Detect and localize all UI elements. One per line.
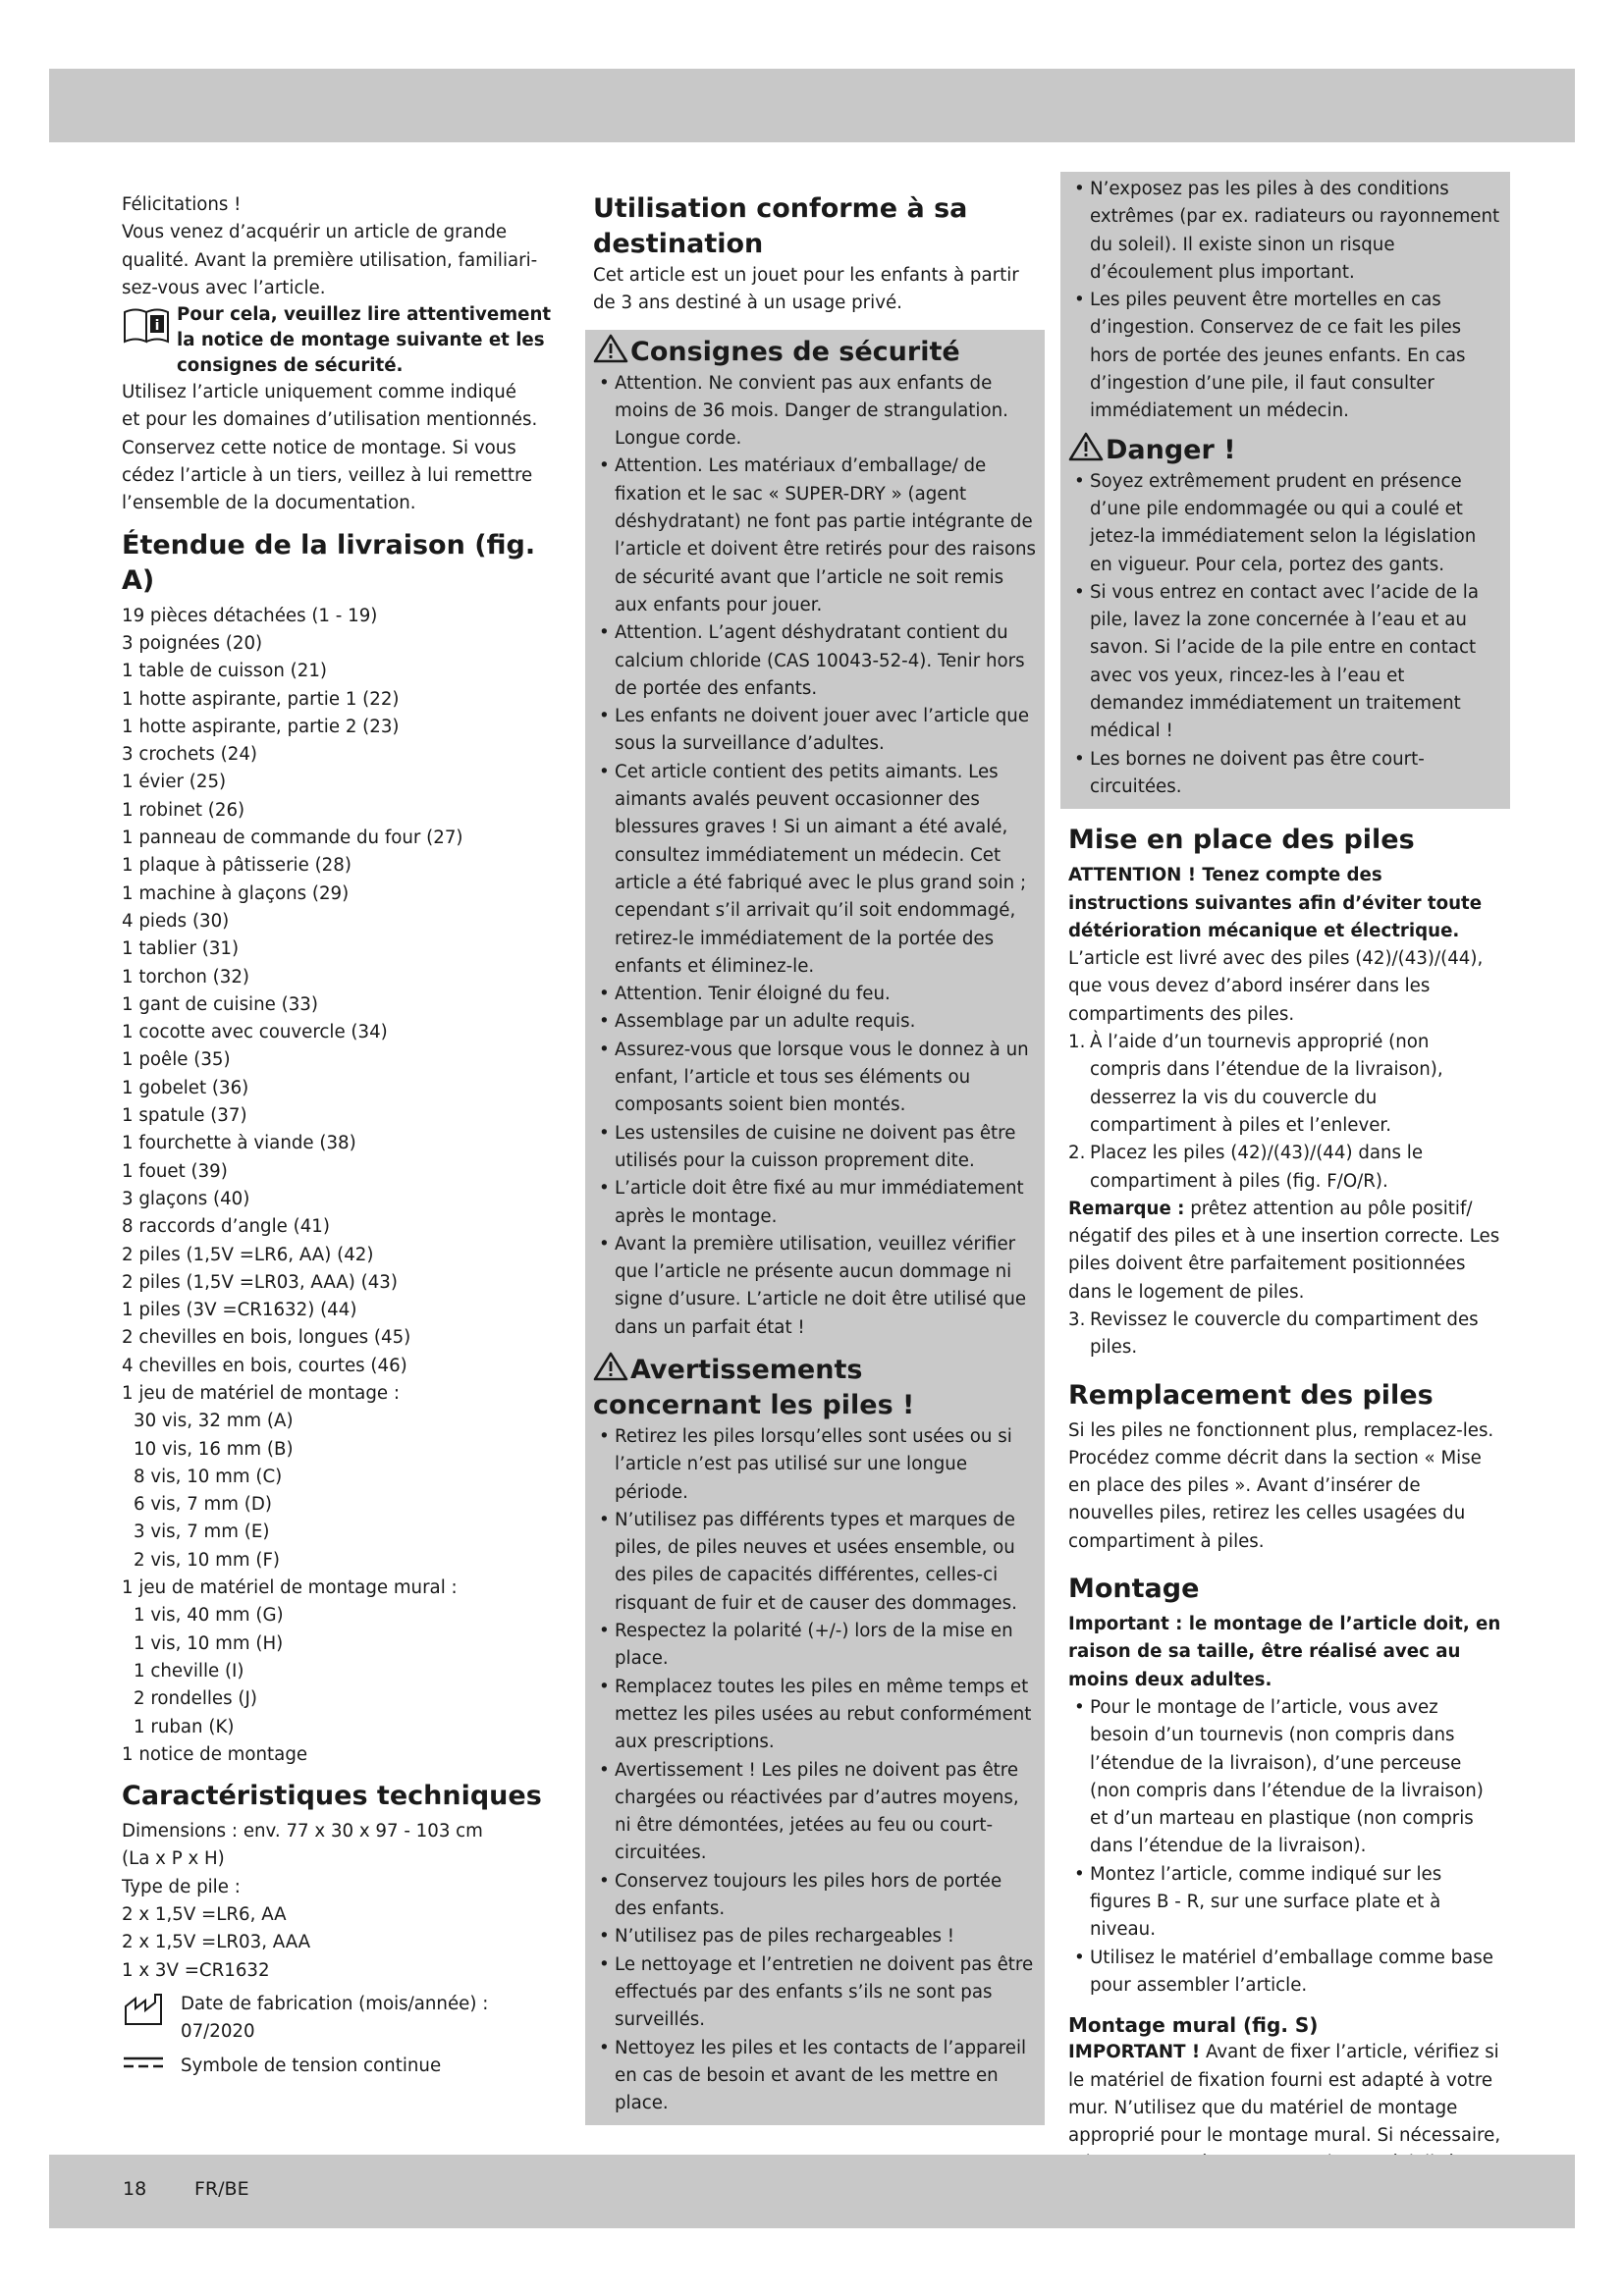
- insert-text: L’article est livré avec des piles (42)/(43)/(44), que vous devez d’abord insérer dans les compartiments des piles.: [1068, 948, 1484, 1025]
- battery-warning-item: • Respectez la polarité (+/-) lors de la mise en place.: [593, 1618, 1037, 1674]
- safety-box: [585, 330, 1045, 2126]
- step-item: 1. À l’aide d’un tournevis approprié (non compris dans l’étendue de la livraison), desserrez la vis du couvercle du compartiment à piles et l’enlever.: [1068, 1032, 1443, 1136]
- intro-line: Vous venez d’acquérir un article de grande: [122, 222, 508, 243]
- scope-item: 1 panneau de commande du four (27): [122, 828, 463, 849]
- assembly-item: • Pour le montage de l’article, vous avez besoin d’un tournevis (non compris dans l’étendue de la livraison), d’une perceuse (non compris dans l’étendue de la livraison) et d’un marteau en plastique (non compris dans l’étendue de la livraison).: [1068, 1694, 1502, 1861]
- manufacture-date-value: 07/2020: [181, 2021, 255, 2043]
- page-number: 18: [123, 2178, 147, 2200]
- mount-item: 30 vis, 32 mm (A): [134, 1411, 294, 1432]
- battery-warning-item: • N’exposez pas les piles à des conditions extrêmes (par ex. radiateurs ou rayonnement du soleil). Il existe sinon un risque d’écoulement plus important.: [1068, 176, 1502, 287]
- usage-line: Conservez cette notice de montage. Si vous: [122, 437, 516, 458]
- intro-line: Félicitations !: [122, 194, 242, 215]
- scope-item: 1 tablier (31): [122, 938, 240, 960]
- tech-line: 2 x 1,5V =LR6, AA: [122, 1904, 287, 1926]
- battery-warning-item: • Le nettoyage et l’entretien ne doivent pas être effectués par des enfants s’ils ne sont pas surveillés.: [593, 1951, 1037, 2035]
- safety-item: • Attention. L’agent déshydratant contient du calcium chloride (CAS 10043-52-4). Tenir hors de portée des enfants.: [593, 619, 1037, 703]
- battery-warning-item: • Les piles peuvent être mortelles en cas d’ingestion. Conservez de ce fait les piles hors de portée des jeunes enfants. En cas d’ingestion d’une pile, il faut consulter immédiatement un médecin.: [1068, 287, 1502, 425]
- safety-item: • Assurez-vous que lorsque vous le donnez à un enfant, l’article et tous ses éléments ou composants soient bien montés.: [593, 1037, 1037, 1120]
- column-right: [1068, 179, 1502, 2178]
- mount-item: 10 vis, 16 mm (B): [134, 1438, 294, 1460]
- safety-item: • Attention. Les matériaux d’emballage/ de fixation et le sac « SUPER-DRY » (agent déshydratant) ne font pas partie intégrante de l’article et doivent être retirés pour des raisons de sécurité avant que l’article ne soit remis aux enfants pour jouer.: [593, 453, 1037, 619]
- warning-icon: [593, 1352, 628, 1381]
- scope-item: 1 gant de cuisine (33): [122, 993, 318, 1015]
- insert-steps: [1068, 1029, 1502, 1196]
- safety-heading-text: Consignes de sécurité: [630, 336, 960, 367]
- safety-item: • Cet article contient des petits aimants. Les aimants avalés peuvent occasionner des blessures graves ! Si un aimant a été avalé, consultez immédiatement un médecin. Cet article a été fabriqué avec le plus grand soin ; cependant s’il arrivait qu’il soit endommagé, retirez-le immédiatement de la portée des enfants et éliminez-le.: [593, 759, 1037, 981]
- remark-text: prêtez attention au pôle positif/ négatif des piles et à une insertion correcte. Les piles doivent être parfaitement positionnées dans le logement de piles.: [1068, 1198, 1500, 1303]
- tech-line: (La x P x H): [122, 1848, 225, 1870]
- scope-item: 1 jeu de matériel de montage :: [122, 1382, 400, 1404]
- dc-voltage-icon: [122, 2053, 181, 2081]
- scope-item: 1 gobelet (36): [122, 1077, 249, 1098]
- battery-warning-list: [593, 1423, 1037, 2117]
- scope-item: 1 fourchette à viande (38): [122, 1133, 356, 1154]
- warning-icon: [1068, 432, 1104, 461]
- battery-warning-item: • Nettoyez les piles et les contacts de l’appareil en cas de besoin et avant de les mettre en place.: [593, 2035, 1037, 2118]
- scope-item: 2 piles (1,5V =LR03, AAA) (43): [122, 1271, 398, 1293]
- wall-kit-list: [122, 1602, 554, 1740]
- danger-heading-text: Danger !: [1106, 434, 1236, 465]
- battery-warning-heading: [593, 1352, 1037, 1423]
- scope-item: 1 hotte aspirante, partie 2 (23): [122, 716, 400, 737]
- safety-item: • Les enfants ne doivent jouer avec l’article que sous la surveillance d’adultes.: [593, 703, 1037, 759]
- svg-text:i: i: [154, 318, 160, 335]
- read-manual-text: Pour cela, veuillez lire attentivement la notice de montage suivante et les consignes de sécurité.: [177, 304, 552, 377]
- tech-line: 2 x 1,5V =LR03, AAA: [122, 1932, 311, 1953]
- tech-line: Dimensions : env. 77 x 30 x 97 - 103 cm: [122, 1821, 483, 1842]
- assembly-heading: Montage: [1068, 1574, 1200, 1605]
- intended-use-line: de 3 ans destiné à un usage privé.: [593, 293, 902, 314]
- usage-line: l’ensemble de la documentation.: [122, 493, 416, 514]
- battery-warning-item: • N’utilisez pas de piles rechargeables !: [593, 1923, 1037, 1950]
- warning-icon: [593, 334, 628, 363]
- step-item: 2. Placez les piles (42)/(43)/(44) dans le compartiment à piles (fig. F/O/R).: [1068, 1143, 1424, 1192]
- battery-warning-box-continued: [1060, 172, 1510, 809]
- mount-item: 3 vis, 7 mm (E): [134, 1522, 270, 1543]
- wall-kit-item: 1 cheville (I): [134, 1660, 244, 1682]
- scope-item: 2 piles (1,5V =LR6, AA) (42): [122, 1244, 374, 1265]
- assembly-item: • Montez l’article, comme indiqué sur les figures B - R, sur une surface plate et à niveau.: [1068, 1861, 1502, 1945]
- usage-line: et pour les domaines d’utilisation mentionnés.: [122, 409, 538, 431]
- intended-use-heading: Utilisation conforme à sa destination: [593, 193, 968, 259]
- mount-item: 6 vis, 7 mm (D): [134, 1494, 272, 1516]
- mount-list: [122, 1408, 554, 1575]
- scope-item: 1 fouet (39): [122, 1160, 228, 1182]
- battery-warning-item: • N’utilisez pas différents types et marques de piles, de piles neuves et usées ensemble, ou des piles de capacités différentes, celles-ci risquant de fuir et de causer des dommages.: [593, 1507, 1037, 1618]
- battery-warning-heading-text: Avertissements concernant les piles !: [593, 1354, 915, 1420]
- danger-item: • Les bornes ne doivent pas être court-circuitées.: [1068, 746, 1502, 802]
- scope-item: 4 chevilles en bois, courtes (46): [122, 1355, 407, 1376]
- intro-line: qualité. Avant la première utilisation, familiari-: [122, 249, 538, 271]
- replace-batteries-heading: Remplacement des piles: [1068, 1379, 1434, 1411]
- mount-item: 2 vis, 10 mm (F): [134, 1549, 280, 1571]
- remark-label: Remarque :: [1068, 1198, 1185, 1219]
- scope-item: 1 robinet (26): [122, 799, 245, 821]
- scope-item: 1 poêle (35): [122, 1049, 231, 1071]
- tech-heading: Caractéristiques techniques: [122, 1781, 542, 1812]
- scope-heading: Étendue de la livraison (fig. A): [122, 529, 536, 596]
- scope-item: 2 chevilles en bois, longues (45): [122, 1327, 411, 1349]
- scope-item: 19 pièces détachées (1 - 19): [122, 605, 378, 626]
- intended-use-line: Cet article est un jouet pour les enfants à partir: [593, 265, 1019, 286]
- column-left: [122, 191, 554, 2081]
- scope-item: 1 évier (25): [122, 772, 227, 793]
- wall-kit-title: 1 jeu de matériel de montage mural :: [122, 1577, 458, 1599]
- assembly-important: Important : le montage de l’article doit, en raison de sa taille, être réalisé avec au moins deux adultes.: [1068, 1614, 1501, 1690]
- danger-item: • Si vous entrez en contact avec l’acide de la pile, lavez la zone concernée à l’eau et au savon. Si l’acide de la pile entre en contact avec vos yeux, rincez-les à l’eau et demandez immédiatement un traitement médical !: [1068, 579, 1502, 746]
- safety-heading: [593, 334, 1037, 370]
- locale-code: FR/BE: [194, 2178, 249, 2200]
- tech-list: [122, 1818, 554, 1985]
- battery-warning-item: • Avertissement ! Les piles ne doivent pas être chargées ou réactivées par d’autres moyens, ni être démontées, jetées au feu ou court-circuitées.: [593, 1757, 1037, 1868]
- step-item: 3. Revissez le couvercle du compartiment des piles.: [1068, 1308, 1479, 1359]
- scope-item: 3 crochets (24): [122, 744, 257, 766]
- column-middle: [593, 191, 1037, 2125]
- scope-list: [122, 603, 554, 1409]
- factory-icon: [122, 1991, 181, 2037]
- usage-line: Utilisez l’article uniquement comme indiqué: [122, 382, 516, 403]
- scope-item: 3 glaçons (40): [122, 1188, 250, 1209]
- read-manual-icon: [122, 302, 177, 354]
- safety-list: [593, 370, 1037, 1342]
- read-manual-note: [122, 302, 554, 379]
- scope-item: 1 torchon (32): [122, 966, 249, 988]
- manufacture-date-label: Date de fabrication (mois/année) :: [181, 1993, 489, 2014]
- scope-item: 1 table de cuisson (21): [122, 661, 328, 682]
- battery-warning-item: • Remplacez toutes les piles en même temps et mettez les piles usées au rebut conformément aux prescriptions.: [593, 1674, 1037, 1757]
- battery-warning-item: • Conservez toujours les piles hors de portée des enfants.: [593, 1868, 1037, 1924]
- replace-text: Si les piles ne fonctionnent plus, remplacez-les. Procédez comme décrit dans la section « Mise en place des piles ». Avant d’insérer de nouvelles piles, retirez les celles usagées du compartiment à piles.: [1068, 1419, 1494, 1552]
- header-bar: [49, 69, 1575, 142]
- scope-item: 1 spatule (37): [122, 1105, 247, 1127]
- insert-steps-end: [1068, 1307, 1502, 1362]
- safety-item: • Attention. Ne convient pas aux enfants de moins de 36 mois. Danger de strangulation. Longue corde.: [593, 370, 1037, 454]
- scope-item: 3 poignées (20): [122, 632, 263, 654]
- safety-item: • Assemblage par un adulte requis.: [593, 1008, 1037, 1036]
- dc-symbol-label: Symbole de tension continue: [181, 2055, 442, 2076]
- insert-batteries-heading: Mise en place des piles: [1068, 825, 1415, 856]
- danger-item: • Soyez extrêmement prudent en présence d’une pile endommagée ou qui a coulé et jetez-la immédiatement selon la législation en vigueur. Pour cela, portez des gants.: [1068, 468, 1502, 579]
- danger-list: [1068, 468, 1502, 802]
- intro-line: sez-vous avec l’article.: [122, 277, 326, 298]
- wall-kit-item: 1 vis, 10 mm (H): [134, 1632, 284, 1654]
- scope-item: 1 plaque à pâtisserie (28): [122, 855, 352, 877]
- safety-item: • Attention. Tenir éloigné du feu.: [593, 981, 1037, 1008]
- remark: [1068, 1196, 1502, 1307]
- scope-item: 1 hotte aspirante, partie 1 (22): [122, 688, 400, 710]
- wall-mount-body: Avant de fixer l’article, vérifiez si le matériel de fixation fourni est adapté à votre mur. N’utilisez que du matériel de montage approprié pour le montage mural. Si nécessaire,: [1068, 2042, 1501, 2147]
- safety-item: • Avant la première utilisation, veuillez vérifier que l’article ne présente aucun dommage ni signe d’usure. L’article ne doit être utilisé que dans un parfait état !: [593, 1231, 1037, 1342]
- wall-kit-item: 2 rondelles (J): [134, 1688, 257, 1710]
- tech-line: 1 x 3V =CR1632: [122, 1959, 270, 1981]
- battery-warning-item: • Retirez les piles lorsqu’elles sont usées ou si l’article n’est pas utilisé sur une longue période.: [593, 1423, 1037, 1507]
- wall-mount-label: IMPORTANT !: [1068, 2042, 1201, 2063]
- footer-bar: [49, 2155, 1575, 2228]
- assembly-item: • Utilisez le matériel d’emballage comme base pour assembler l’article.: [1068, 1945, 1502, 2001]
- scope-item: 1 cocotte avec couvercle (34): [122, 1022, 388, 1043]
- safety-item: • Les ustensiles de cuisine ne doivent pas être utilisés pour la cuisson proprement dite.: [593, 1120, 1037, 1176]
- tech-line: Type de pile :: [122, 1876, 241, 1897]
- scope-item: 1 piles (3V =CR1632) (44): [122, 1300, 357, 1321]
- dc-symbol-row: [122, 2053, 554, 2081]
- wall-kit-item: 1 vis, 40 mm (G): [134, 1605, 284, 1627]
- mount-item: 8 vis, 10 mm (C): [134, 1466, 283, 1487]
- battery-warning-list-continued: [1068, 176, 1502, 426]
- insert-warning: ATTENTION ! Tenez compte des instructions suivantes afin d’éviter toute détérioration mécanique et électrique.: [1068, 865, 1483, 941]
- danger-heading: [1068, 432, 1502, 468]
- usage-line: cédez l’article à un tiers, veillez à lui remettre: [122, 465, 533, 487]
- manual-item: 1 notice de montage: [122, 1743, 308, 1765]
- scope-item: 4 pieds (30): [122, 910, 230, 932]
- wall-mount-heading: Montage mural (fig. S): [1068, 2013, 1319, 2038]
- safety-item: • L’article doit être fixé au mur immédiatement après le montage.: [593, 1175, 1037, 1231]
- manufacture-date-row: [122, 1991, 554, 2047]
- assembly-list: [1068, 1694, 1502, 2000]
- wall-kit-item: 1 ruban (K): [134, 1716, 235, 1737]
- scope-item: 8 raccords d’angle (41): [122, 1216, 330, 1238]
- scope-item: 1 machine à glaçons (29): [122, 882, 350, 904]
